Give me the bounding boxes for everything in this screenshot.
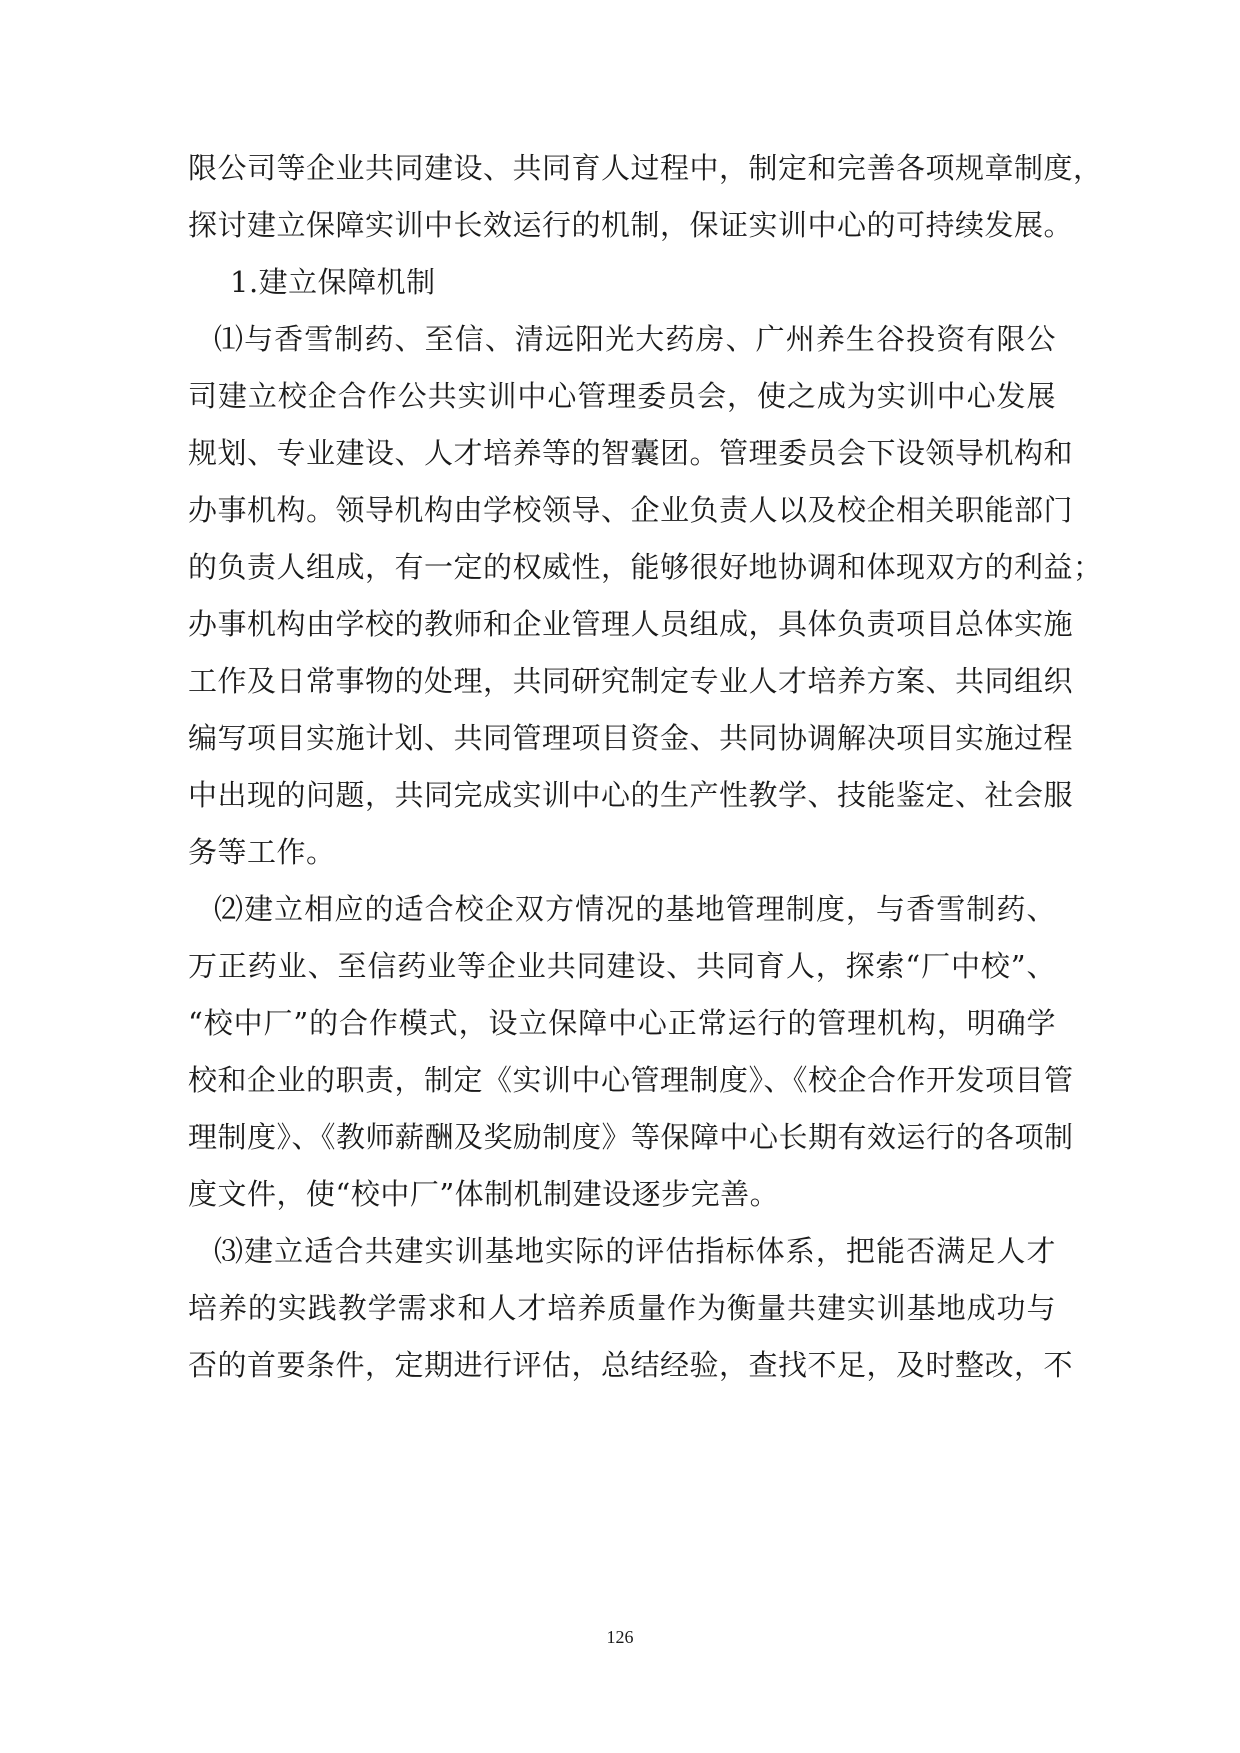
text-line-12: 中出现的问题，共同完成实训中心的生产性教学、技能鉴定、社会服 (188, 778, 1074, 812)
text-line-6: 规划、专业建设、人才培养等的智囊团。管理委员会下设领导机构和 (188, 436, 1074, 470)
page-number: 126 (606, 1627, 634, 1647)
text-line-20: ⑶建立适合共建实训基地实际的评估指标体系，把能否满足人才 (214, 1234, 1056, 1268)
text-line-14: ⑵建立相应的适合校企双方情况的基地管理制度，与香雪制药、 (214, 892, 1056, 926)
text-line-5: 司建立校企合作公共实训中心管理委员会，使之成为实训中心发展 (188, 379, 1056, 413)
text-line-16: “校中厂”的合作模式，设立保障中心正常运行的管理机构，明确学 (188, 1006, 1056, 1040)
text-line-22: 否的首要条件，定期进行评估，总结经验，查找不足，及时整改，不 (188, 1348, 1074, 1382)
text-line-4: ⑴与香雪制药、至信、清远阳光大药房、广州养生谷投资有限公 (214, 322, 1056, 356)
text-line-9: 办事机构由学校的教师和企业管理人员组成，具体负责项目总体实施 (188, 607, 1074, 641)
section-heading: 1.建立保障机制 (230, 265, 436, 299)
text-line-10: 工作及日常事物的处理，共同研究制定专业人才培养方案、共同组织 (188, 664, 1074, 698)
text-line-17: 校和企业的职责，制定《实训中心管理制度》、《校企合作开发项目管 (188, 1063, 1074, 1097)
text-line-21: 培养的实践教学需求和人才培养质量作为衡量共建实训基地成功与 (188, 1291, 1056, 1325)
text-line-15: 万正药业、至信药业等企业共同建设、共同育人，探索“厂中校”、 (188, 949, 1056, 983)
text-line-2: 探讨建立保障实训中长效运行的机制，保证实训中心的可持续发展。 (188, 208, 1074, 242)
text-line-1: 限公司等企业共同建设、共同育人过程中，制定和完善各项规章制度， (188, 151, 1103, 185)
text-line-11: 编写项目实施计划、共同管理项目资金、共同协调解决项目实施过程 (188, 721, 1074, 755)
text-line-19: 度文件，使“校中厂”体制机制建设逐步完善。 (188, 1177, 780, 1211)
text-line-18: 理制度》、《教师薪酬及奖励制度》等保障中心长期有效运行的各项制 (188, 1120, 1074, 1154)
text-line-13: 务等工作。 (188, 835, 336, 869)
text-line-8: 的负责人组成，有一定的权威性，能够很好地协调和体现双方的利益； (188, 550, 1103, 584)
text-line-7: 办事机构。领导机构由学校领导、企业负责人以及校企相关职能部门 (188, 493, 1074, 527)
